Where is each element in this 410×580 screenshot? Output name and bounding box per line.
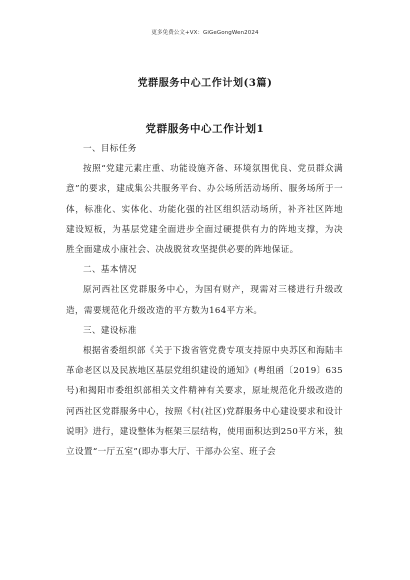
paragraph-standards: 根据省委组织部《关于下拨省管党费专项支持原中央苏区和海陆丰革命老区以及民族地区基层党组织建设的通知》(粤组函〔2019〕635号)和揭阳市委组织部相关文件精神有关要求，原址规范化升级改造的河西社区党群服务中心，按照《村(社区)党群服务中心建设要求和设计说明》进行，建设整体为框架三层结构，使用面积达到250平方米，独立设置“一厅五室”(即办事大厅、干部办公室、班子会 xyxy=(66,346,343,458)
header-note: 更多免费公文+VX：GiGeGongWen2024 xyxy=(151,30,259,36)
document-title: 党群服务中心工作计划(3篇) xyxy=(137,78,273,89)
section-heading-goals: 一、目标任务 xyxy=(83,144,137,154)
section-heading-situation: 二、基本情况 xyxy=(83,265,137,276)
section-heading-standards: 三、建设标准 xyxy=(83,325,137,336)
paragraph-situation: 原河西社区党群服务中心，为国有财产，现需对三楼进行升级改造，需要规范化升级改造的平方数为164平方米。 xyxy=(66,285,343,316)
document-body xyxy=(66,139,343,462)
paragraph-goals: 按照“党建元素庄重、功能设施齐备、环境氛围优良、党员群众满意”的要求，建成集公共服务平台、办公场所活动场所、服务场所于一体，标准化、实体化、功能化强的社区组织活动场所，补齐社区阵地建设短板，为基层党建全面进步全面过硬提供有力的阵地支撑，为决胜全面建成小康社会、决战脱贫攻坚提供必要的阵地保证。 xyxy=(66,164,343,256)
section-title: 党群服务中心工作计划1 xyxy=(145,123,265,135)
